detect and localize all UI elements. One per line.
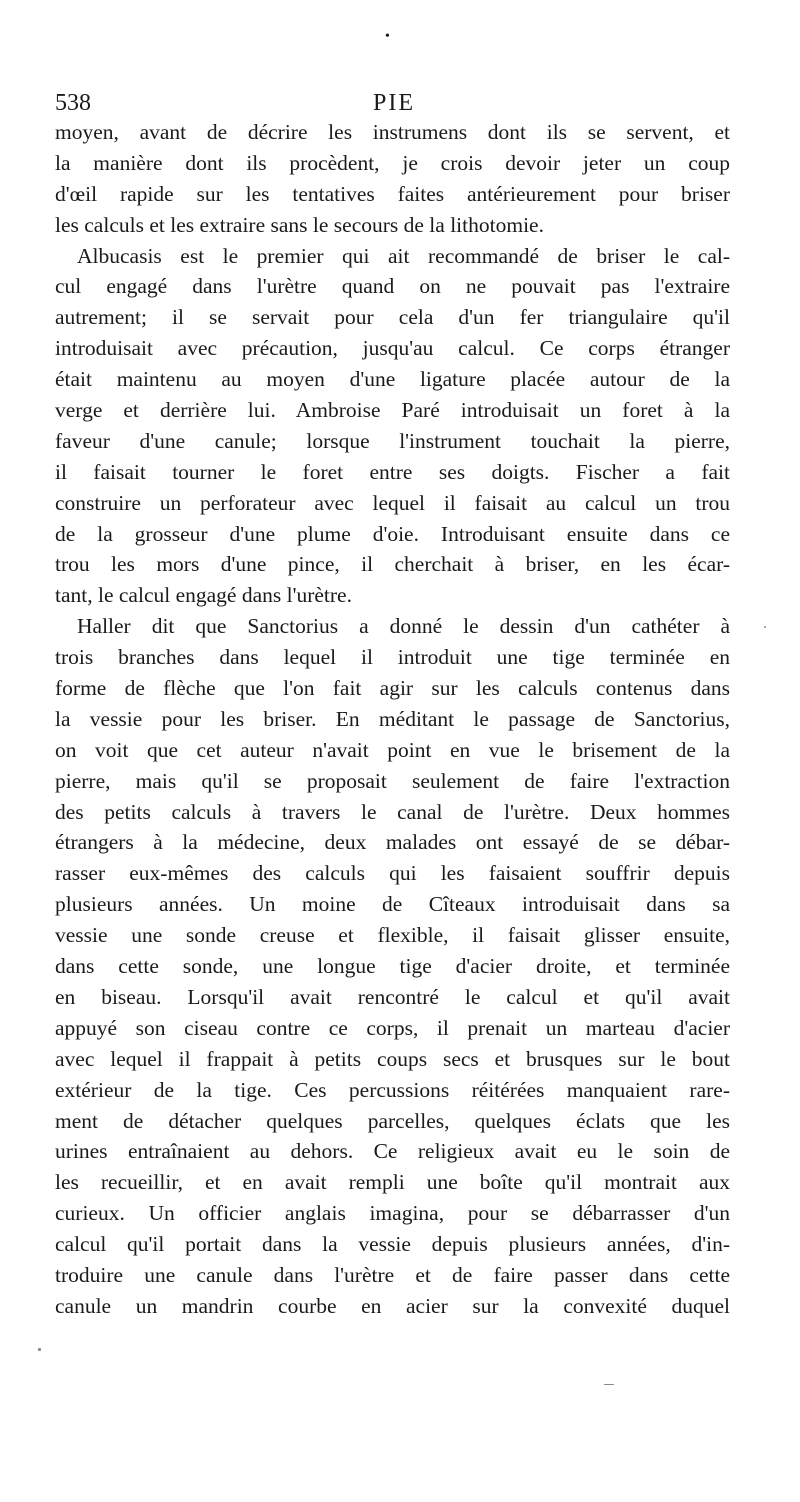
- top-ornament-mark: •: [385, 29, 390, 44]
- text-line: cul engagé dans l'urètre quand on ne pouvait pas l'extraire: [55, 274, 730, 299]
- text-line: des petits calculs à travers le canal de l'urètre. Deux hommes: [55, 799, 730, 824]
- text-line: rasser eux-mêmes des calculs qui les faisaient souffrir depuis: [55, 861, 730, 886]
- page-number: 538: [55, 90, 91, 116]
- text-line: de la grosseur d'une plume d'oie. Introduisant ensuite dans ce: [55, 521, 730, 546]
- text-line: avec lequel il frappait à petits coups secs et brusques sur le bout: [55, 1046, 730, 1071]
- paper-speck: [764, 626, 766, 628]
- text-line: en biseau. Lorsqu'il avait rencontré le calcul et qu'il avait: [55, 984, 730, 1009]
- text-line: plusieurs années. Un moine de Cîteaux introduisait dans sa: [55, 892, 730, 917]
- text-line: dans cette sonde, une longue tige d'acier droite, et terminée: [55, 954, 730, 979]
- text-line: extérieur de la tige. Ces percussions réitérées manquaient rare-: [55, 1077, 730, 1102]
- paragraph-start-line: Albucasis est le premier qui ait recommandé de briser le cal-: [77, 243, 730, 268]
- text-line: calcul qu'il portait dans la vessie depuis plusieurs années, d'in-: [55, 1232, 730, 1257]
- text-line: curieux. Un officier anglais imagina, pour se débarrasser d'un: [55, 1201, 730, 1226]
- paragraph-start-line: Haller dit que Sanctorius a donné le dessin d'un cathéter à: [77, 614, 730, 639]
- text-line: trois branches dans lequel il introduit une tige terminée en: [55, 645, 730, 670]
- text-line: était maintenu au moyen d'une ligature placée autour de la: [55, 367, 730, 392]
- text-line: troduire une canule dans l'urètre et de faire passer dans cette: [55, 1262, 730, 1287]
- running-head: PIE: [373, 90, 415, 116]
- text-line: urines entraînaient au dehors. Ce religieux avait eu le soin de: [55, 1139, 730, 1164]
- text-line: la manière dont ils procèdent, je crois devoir jeter un coup: [55, 150, 730, 175]
- text-line: d'œil rapide sur les tentatives faites antérieurement pour briser: [55, 181, 730, 206]
- text-line: introduisait avec précaution, jusqu'au calcul. Ce corps étranger: [55, 336, 730, 361]
- text-line: verge et derrière lui. Ambroise Paré introduisait un foret à la: [55, 398, 730, 423]
- text-line: pierre, mais qu'il se proposait seulement de faire l'extraction: [55, 768, 730, 793]
- text-line: appuyé son ciseau contre ce corps, il prenait un marteau d'acier: [55, 1015, 730, 1040]
- text-line: étrangers à la médecine, deux malades ont essayé de se débar-: [55, 830, 730, 855]
- paper-speck: [604, 1384, 614, 1385]
- text-line: forme de flèche que l'on fait agir sur les calculs contenus dans: [55, 676, 730, 701]
- text-line: tant, le calcul engagé dans l'urètre.: [55, 583, 352, 608]
- text-line: la vessie pour les briser. En méditant le passage de Sanctorius,: [55, 706, 730, 731]
- text-line: trou les mors d'une pince, il cherchait à briser, en les écar-: [55, 552, 730, 577]
- text-line: il faisait tourner le foret entre ses doigts. Fischer a fait: [55, 459, 730, 484]
- text-line: moyen, avant de décrire les instrumens dont ils se servent, et: [55, 120, 730, 144]
- text-line: construire un perforateur avec lequel il faisait au calcul un trou: [55, 490, 730, 515]
- text-line: canule un mandrin courbe en acier sur la convexité duquel: [55, 1293, 730, 1318]
- page-header: [55, 88, 730, 118]
- text-line: les calculs et les extraire sans le secours de la lithotomie.: [55, 212, 544, 237]
- text-line: ment de détacher quelques parcelles, quelques éclats que les: [55, 1108, 730, 1133]
- text-line: faveur d'une canule; lorsque l'instrument touchait la pierre,: [55, 428, 730, 453]
- paper-speck: [38, 1348, 41, 1351]
- text-line: les recueillir, et en avait rempli une boîte qu'il montrait aux: [55, 1170, 730, 1195]
- text-line: on voit que cet auteur n'avait point en vue le brisement de la: [55, 737, 730, 762]
- body-text: [55, 117, 730, 1322]
- text-line: vessie une sonde creuse et flexible, il faisait glisser ensuite,: [55, 923, 730, 948]
- text-line: autrement; il se servait pour cela d'un fer triangulaire qu'il: [55, 305, 730, 330]
